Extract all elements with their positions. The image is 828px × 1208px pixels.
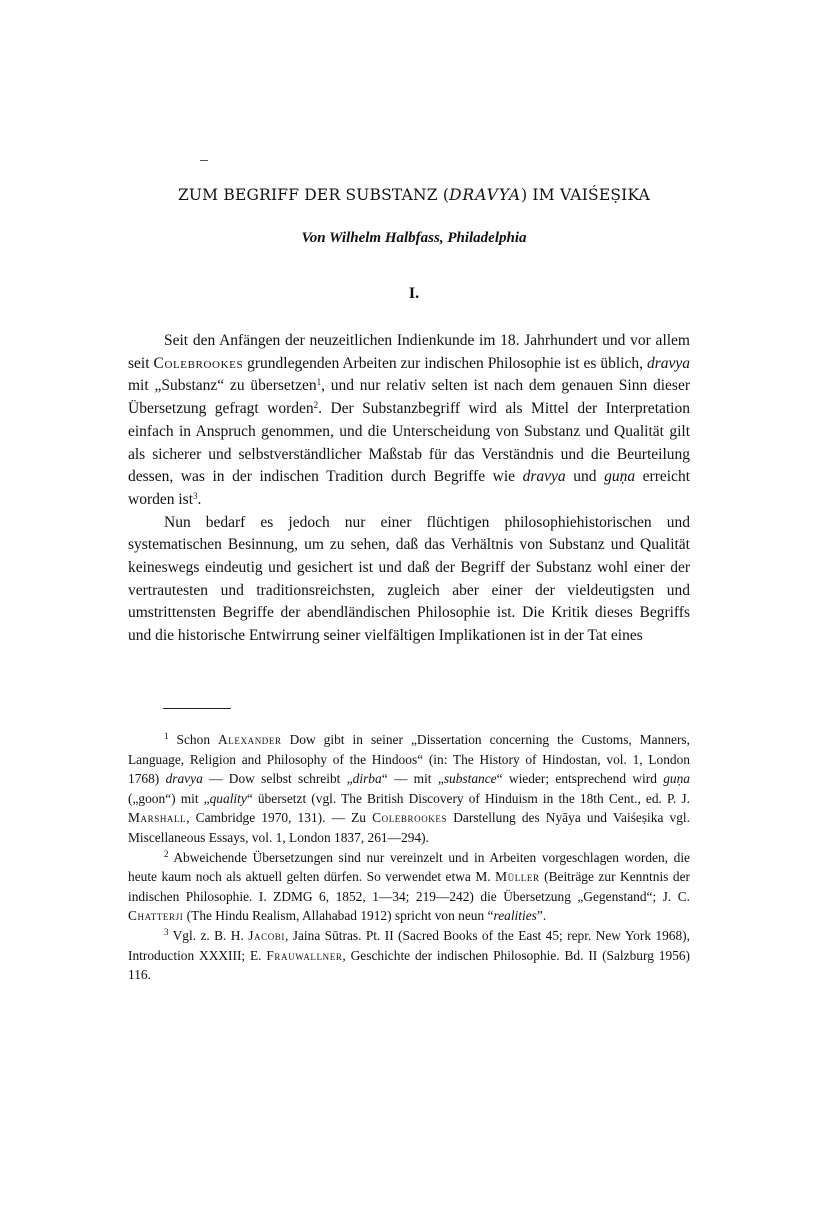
text-run: („goon“) mit „ xyxy=(128,790,210,806)
text-run: “ wieder; entsprechend wird xyxy=(496,771,664,787)
text-run: Seit den Anfängen der neuzeitlichen Indienkunde im 18. Jahrhundert und vor allem seit xyxy=(128,332,690,372)
paragraph-1 xyxy=(128,330,690,512)
footnote-ref: 2 xyxy=(313,400,319,411)
text-run: Schon xyxy=(176,732,219,747)
text-run: Darstellung des Nyāya und Vaiśeṣika vgl. Miscellaneous Essays, vol. 1, London 1837, 261—294). xyxy=(128,810,690,845)
section-number: I. xyxy=(408,285,420,302)
title-text-end: ) IM VAIŚEṢIKA xyxy=(521,186,651,205)
author-line: Von Wilhelm Halbfass, Philadelphia xyxy=(301,230,527,246)
term: guṇa xyxy=(604,468,636,486)
author-name: Chatterji xyxy=(128,908,184,924)
text-run: (Beiträge zur Kenntnis der indischen Philosophie. I. ZDMG 6, 1852, 1—34; 219—242) die Übersetzung „Gegenstand“; J. C. xyxy=(128,869,690,904)
term: dravya xyxy=(522,468,566,486)
text-run: erreicht worden ist xyxy=(128,468,690,508)
text-run: grundlegenden Arbeiten zur indischen Philosophie ist es üblich, xyxy=(243,354,647,372)
text-run: , Cambridge 1970, 131). — Zu xyxy=(186,810,373,826)
text-run: Abweichende Übersetzungen sind nur vereinzelt und in Arbeiten vorgeschlagen worden, die heute kaum noch als aktuell gelten dürfen. So verwendet etwa M. xyxy=(128,849,691,885)
term: dravya xyxy=(165,771,203,787)
term: realities xyxy=(493,908,537,924)
footnote-ref: 3 xyxy=(193,490,198,501)
footnote-3 xyxy=(128,926,690,985)
footnote-1 xyxy=(128,730,690,848)
text-run: — Dow selbst schreibt „ xyxy=(202,771,353,787)
title-text: ZUM BEGRIFF DER SUBSTANZ ( xyxy=(177,186,450,205)
text-run: mit „Substanz“ zu übersetzen xyxy=(128,377,317,395)
author-name: Müller xyxy=(495,869,540,885)
footnote-number: 3 xyxy=(164,926,169,937)
footnote-number: 1 xyxy=(164,731,169,741)
term: substance xyxy=(443,771,497,787)
author-name: Colebrookes xyxy=(153,354,244,372)
author-name: Frauwallner xyxy=(266,947,343,963)
footnote-separator xyxy=(163,708,231,709)
text-run: und xyxy=(565,468,605,486)
text-run: . Der Substanzbegriff wird als Mittel der Interpretation einfach in Anspruch genommen, und die Unterscheidung von Substanz und Qualität gilt als sicherer und selbstverständlicher Maßstab für das Verständnis und die Beurteilung dessen, was in der indischen Tradition durch Begriffe wie xyxy=(128,400,690,486)
article-title xyxy=(0,186,828,204)
author-name: Colebrookes xyxy=(372,810,448,826)
footnote-ref: 1 xyxy=(316,377,322,388)
text-run: . xyxy=(197,490,202,508)
text-run: “ übersetzt (vgl. The British Discovery of Hinduism in the 18th Cent., ed. P. J. xyxy=(246,790,690,806)
text-run: , Geschichte der indischen Philosophie. Bd. II (Salzburg 1956) 116. xyxy=(128,947,690,983)
text-run: “ — mit „ xyxy=(381,771,444,787)
author-name: Alexander xyxy=(218,732,282,747)
term: guṇa xyxy=(663,771,690,787)
text-run: , und nur relativ selten ist nach dem genauen Sinn dieser Übersetzung gefragt worden xyxy=(128,377,690,418)
author-name: Marshall xyxy=(128,810,187,826)
author-name: Jacobi xyxy=(248,927,286,943)
scan-mark xyxy=(200,160,208,161)
footnote-2 xyxy=(128,848,690,926)
text-run: ”. xyxy=(536,908,547,924)
text-run: Dow gibt in seiner „Dissertation concerning the Customs, Manners, Language, Religion and Philosophy of the Hindoos“ (in: The History of Hindostan, vol. 1, London 1768) xyxy=(128,732,690,787)
text-run: Vgl. z. B. H. xyxy=(172,927,249,943)
footnote-number: 2 xyxy=(164,848,169,859)
text-run: (The Hindu Realism, Allahabad 1912) spricht von neun “ xyxy=(183,908,494,924)
term: dirba xyxy=(352,771,382,787)
text-run: , Jaina Sūtras. Pt. II (Sacred Books of the East 45; repr. New York 1968), Introduction XXXIII; E. xyxy=(128,927,690,963)
term: dravya xyxy=(646,354,690,372)
paragraph-2: Nun bedarf es jedoch nur einer flüchtigen philosophiehistorischen und systematischen Besinnung, um zu sehen, daß das Verhältnis von Substanz und Qualität keineswegs eindeutig und gesichert ist und daß der Begriff der Substanz wohl einer der vertrautesten und traditionsreichsten, zugleich aber einer der vieldeutigsten und umstrittensten Begriffe der abendländischen Philosophie ist. Die Kritik dieses Begriffs und die historische Entwirrung seiner vielfältigen Implikationen ist in der Tat eines xyxy=(128,513,690,645)
title-italic-term: DRAVYA xyxy=(449,186,522,205)
footnotes xyxy=(128,730,690,985)
term: quality xyxy=(209,790,247,806)
body-text xyxy=(128,330,690,648)
